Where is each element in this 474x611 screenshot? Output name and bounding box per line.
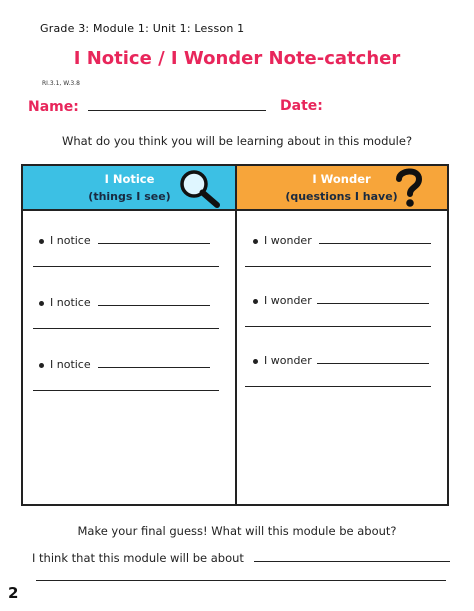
notice-item[interactable]	[39, 296, 210, 309]
final-answer-line[interactable]	[36, 580, 446, 581]
wonder-item-label: I wonder	[264, 234, 312, 247]
notice-blank[interactable]	[98, 234, 210, 244]
page-number: 2	[8, 584, 19, 602]
notice-item-label: I notice	[50, 296, 91, 309]
notice-wonder-table	[21, 164, 449, 506]
notice-line[interactable]	[33, 328, 219, 329]
wonder-blank[interactable]	[317, 354, 429, 364]
final-answer-blank[interactable]	[254, 552, 450, 562]
date-label: Date:	[280, 98, 323, 114]
magnifying-glass-icon	[177, 168, 221, 208]
wonder-line[interactable]	[245, 386, 431, 387]
notice-blank[interactable]	[98, 296, 210, 306]
column-divider	[235, 166, 237, 504]
prompt-question: What do you think you will be learning about in this module?	[61, 134, 413, 148]
notice-subheading: (things I see)	[88, 190, 171, 203]
notice-heading: I Notice	[104, 172, 155, 186]
question-mark-icon	[395, 167, 423, 209]
wonder-item[interactable]	[253, 234, 431, 247]
bullet-icon	[39, 301, 44, 306]
notice-line[interactable]	[33, 390, 219, 391]
final-question: Make your final guess! What will this module be about?	[77, 524, 397, 538]
wonder-subheading: (questions I have)	[285, 190, 398, 203]
notice-line[interactable]	[33, 266, 219, 267]
wonder-item-label: I wonder	[264, 294, 312, 307]
notice-item-label: I notice	[50, 358, 91, 371]
wonder-item-label: I wonder	[264, 354, 312, 367]
wonder-item[interactable]	[253, 294, 429, 307]
bullet-icon	[253, 299, 258, 304]
name-field[interactable]	[28, 98, 266, 115]
wonder-item[interactable]	[253, 354, 429, 367]
notice-item-label: I notice	[50, 234, 91, 247]
name-label: Name:	[28, 99, 79, 115]
bullet-icon	[253, 359, 258, 364]
date-field[interactable]	[280, 98, 327, 114]
final-answer-row[interactable]	[32, 551, 450, 565]
wonder-blank[interactable]	[317, 294, 429, 304]
bullet-icon	[39, 239, 44, 244]
standard-code: RI.3.1, W.3.8	[42, 80, 80, 87]
lesson-line: Grade 3: Module 1: Unit 1: Lesson 1	[40, 22, 245, 35]
page-title: I Notice / I Wonder Note-catcher	[73, 48, 401, 69]
bullet-icon	[253, 239, 258, 244]
notice-item[interactable]	[39, 358, 210, 371]
wonder-heading: I Wonder	[312, 172, 371, 186]
wonder-blank[interactable]	[319, 234, 431, 244]
notice-item[interactable]	[39, 234, 210, 247]
final-answer-prefix: I think that this module will be about	[32, 551, 244, 565]
bullet-icon	[39, 363, 44, 368]
name-blank[interactable]	[88, 98, 266, 111]
wonder-line[interactable]	[245, 326, 431, 327]
wonder-line[interactable]	[245, 266, 431, 267]
notice-blank[interactable]	[98, 358, 210, 368]
